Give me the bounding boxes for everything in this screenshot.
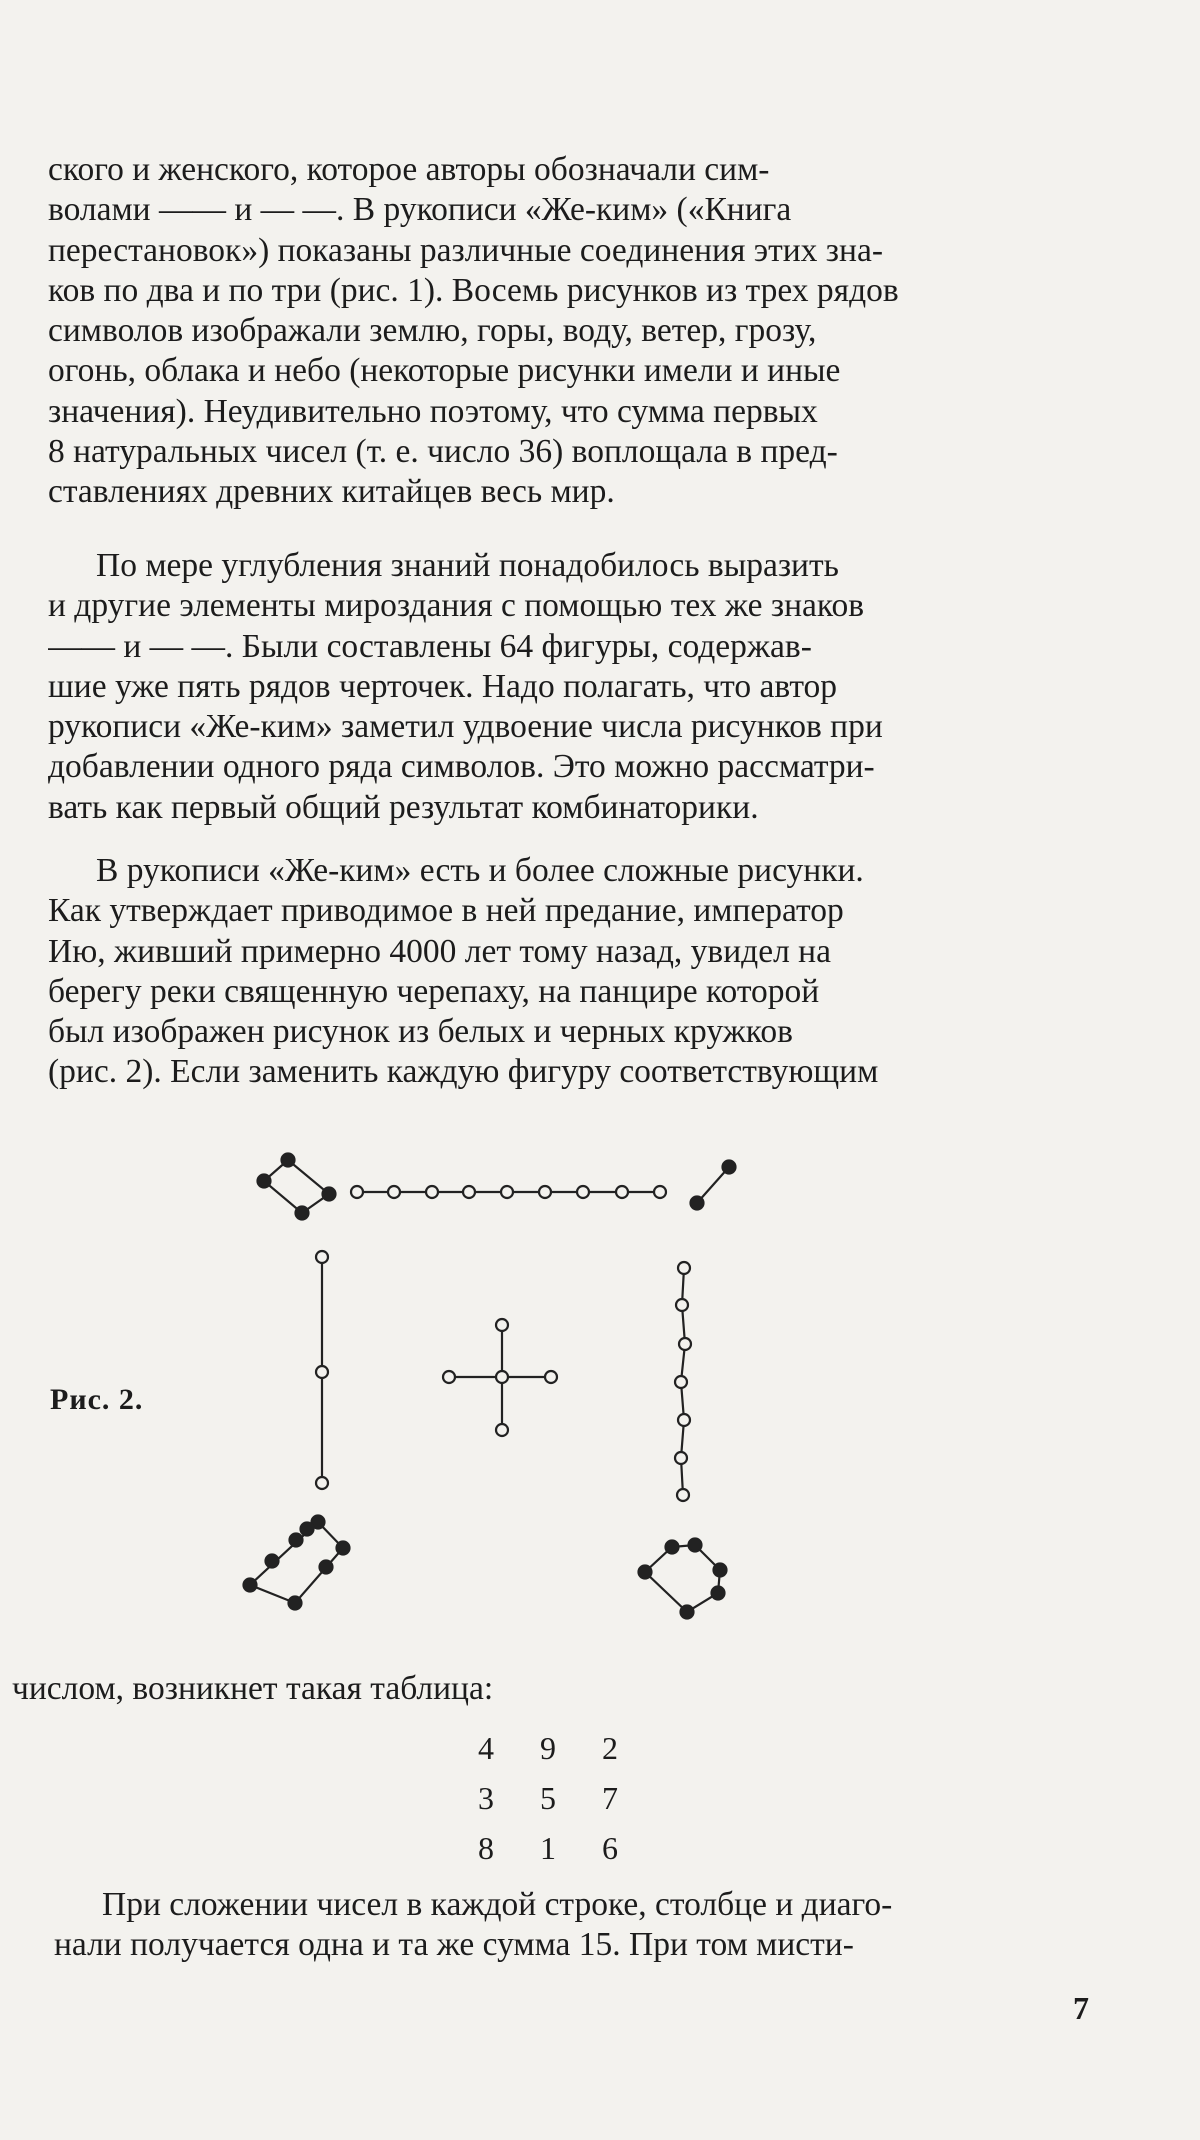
text-line: был изображен рисунок из белых и черных кружков <box>48 1013 793 1051</box>
table-cell: 9 <box>540 1729 556 1766</box>
dot-group-5 <box>443 1319 557 1436</box>
figure-lead-in-text: числом, возникнет такая таблица: <box>12 1670 494 1707</box>
dot-group-6 <box>639 1539 727 1619</box>
page-number: 7 <box>1073 1990 1089 2026</box>
paragraph-2 <box>48 546 1128 828</box>
table-cell: 2 <box>602 1729 618 1766</box>
text-line: и другие элементы мироздания с помощью тех же знаков <box>48 587 865 625</box>
paragraph-4 <box>54 1885 1134 1966</box>
text-line: перестановок») показаны различные соединения этих зна- <box>48 231 883 269</box>
text-line: символов изображали землю, горы, воду, ветер, грозу, <box>48 312 817 350</box>
dot-group-7 <box>675 1262 691 1501</box>
table-row <box>455 1823 641 1873</box>
text-line: нали получается одна и та же сумма 15. При том мисти- <box>54 1926 854 1964</box>
table-cell: 6 <box>602 1829 618 1866</box>
text-line: По мере углубления знаний понадобилось выразить <box>96 547 839 584</box>
table-row <box>455 1723 641 1773</box>
lo-shu-figure <box>0 1120 1200 1640</box>
text-line: Ию, живший примерно 4000 лет тому назад, увидел на <box>48 932 831 970</box>
text-line: При сложении чисел в каждой строке, столбце и диаго- <box>102 1886 893 1923</box>
dot-group-4 <box>258 1154 336 1220</box>
magic-square-table <box>455 1723 641 1873</box>
text-line: шие уже пять рядов черточек. Надо полагать, что автор <box>48 667 838 705</box>
text-line: В рукописи «Же-ким» есть и более сложные рисунки. <box>96 852 864 889</box>
table-cell: 7 <box>602 1779 618 1816</box>
text-line: ского и женского, которое авторы обозначали сим- <box>48 151 770 188</box>
figure-caption: Рис. 2. <box>50 1383 144 1416</box>
text-line: Как утверждает приводимое в ней предание, император <box>48 892 844 930</box>
dot-group-8 <box>244 1516 350 1610</box>
text-line: (рис. 2). Если заменить каждую фигуру соответствующим <box>48 1053 879 1091</box>
dot-group-9 <box>351 1186 666 1198</box>
paragraph-3 <box>48 851 1128 1093</box>
paragraph-1 <box>48 150 1128 513</box>
table-cell: 3 <box>478 1779 494 1816</box>
text-line: значения). Неудивительно поэтому, что сумма первых <box>48 392 818 430</box>
dot-group-3 <box>316 1251 328 1489</box>
text-line: вать как первый общий результат комбинаторики. <box>48 788 759 826</box>
text-line: берегу реки священную черепаху, на панцире которой <box>48 972 820 1010</box>
text-line: ставлениях древних китайцев весь мир. <box>48 473 615 511</box>
table-cell: 5 <box>540 1779 556 1816</box>
text-line: —— и — —. Были составлены 64 фигуры, содержав- <box>48 627 812 665</box>
text-line: добавлении одного ряда символов. Это можно рассматри- <box>48 748 875 786</box>
text-line: волами —— и — —. В рукописи «Же-ким» («Книга <box>48 191 792 229</box>
dot-group-2 <box>691 1161 736 1210</box>
table-cell: 8 <box>478 1829 494 1866</box>
text-line: 8 натуральных чисел (т. е. число 36) воплощала в пред- <box>48 433 838 471</box>
table-row <box>455 1773 641 1823</box>
table-cell: 1 <box>540 1829 556 1866</box>
text-line: огонь, облака и небо (некоторые рисунки имели и иные <box>48 352 841 390</box>
table-cell: 4 <box>478 1729 494 1766</box>
text-line: рукописи «Же-ким» заметил удвоение числа рисунков при <box>48 708 883 746</box>
text-line: ков по два и по три (рис. 1). Восемь рисунков из трех рядов <box>48 271 899 309</box>
